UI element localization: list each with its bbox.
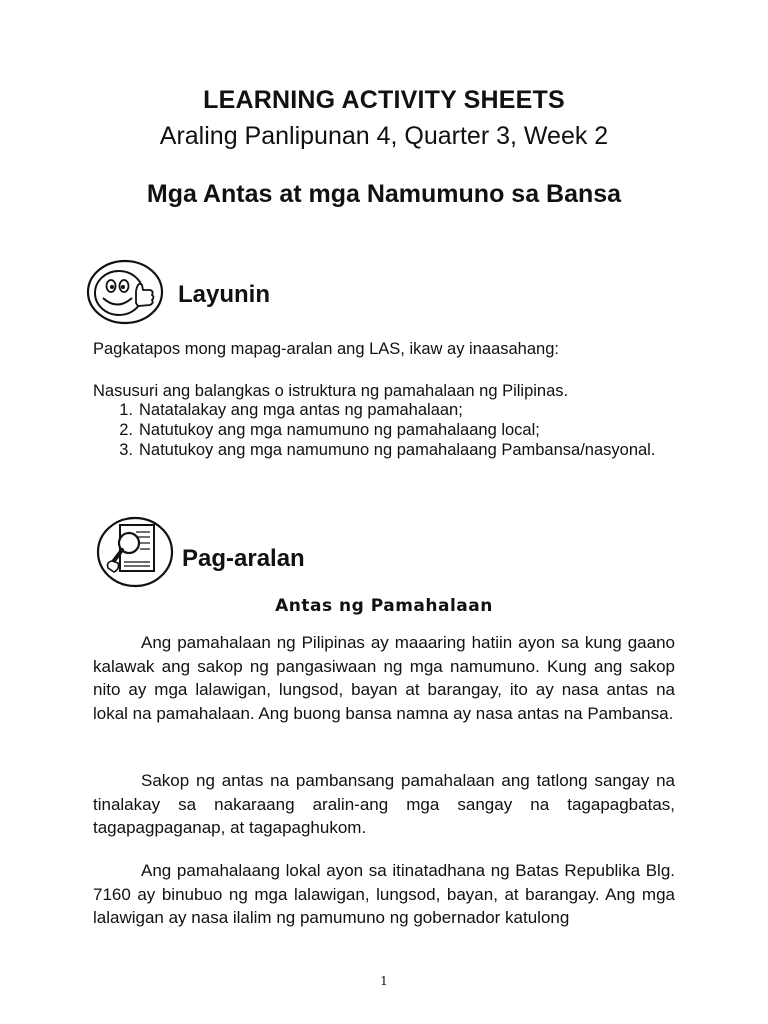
lesson-topic: Mga Antas at mga Namumuno sa Bansa [146,180,622,208]
document-subtitle: Araling Panlipunan 4, Quarter 3, Week 2 [159,122,609,150]
body-paragraph: Sakop ng antas na pambansang pamahalaan ang tatlong sangay na tinalakay sa nakaraang aralin-ang mga sangay na tagapagbatas, tagapagpaganap, at tagapaghukom. [93,771,675,837]
body-paragraph: Ang pamahalaan ng Pilipinas ay maaaring hatiin ayon sa kung gaano kalawak ang sakop ng pangasiwaan ng mga namumuno. Kung ang sakop nito ay mga lalawigan, lungsod, bayan at barangay, ito ay nasa antas na lokal na pamahalaan. Ang buong bansa namna ay nasa antas na Pambansa. [93,633,675,723]
page-number: 1 [380,974,388,988]
objectives-list [93,400,675,460]
magnifying-glass-document-icon [96,516,174,588]
document-title: LEARNING ACTIVITY SHEETS [203,86,565,114]
objectives-lead: Nasusuri ang balangkas o istruktura ng pamahalaan ng Pilipinas. [93,382,569,400]
section-heading-pag-aralan: Pag-aralan [182,545,305,572]
list-item: 1. Natatalakay ang mga antas ng pamahalaan; [119,401,463,419]
subsection-heading: Antas ng Pamahalaan [275,596,493,616]
smiley-thumbs-up-icon [86,259,164,325]
objectives-intro: Pagkatapos mong mapag-aralan ang LAS, ikaw ay inaasahang: [93,340,559,358]
list-item: 2. Natutukoy ang mga namumuno ng pamahalaang local; [119,421,540,439]
body-paragraph: Ang pamahalaang lokal ayon sa itinatadhana ng Batas Republika Blg. 7160 ay binubuo ng mga lalawigan, lungsod, bayan, at barangay. Ang mga lalawigan ay nasa ilalim ng pamumuno ng gobernador katulong [93,861,675,927]
list-item: 3. Natutukoy ang mga namumuno ng pamahalaang Pambansa/nasyonal. [119,441,656,459]
section-heading-layunin: Layunin [178,281,271,308]
